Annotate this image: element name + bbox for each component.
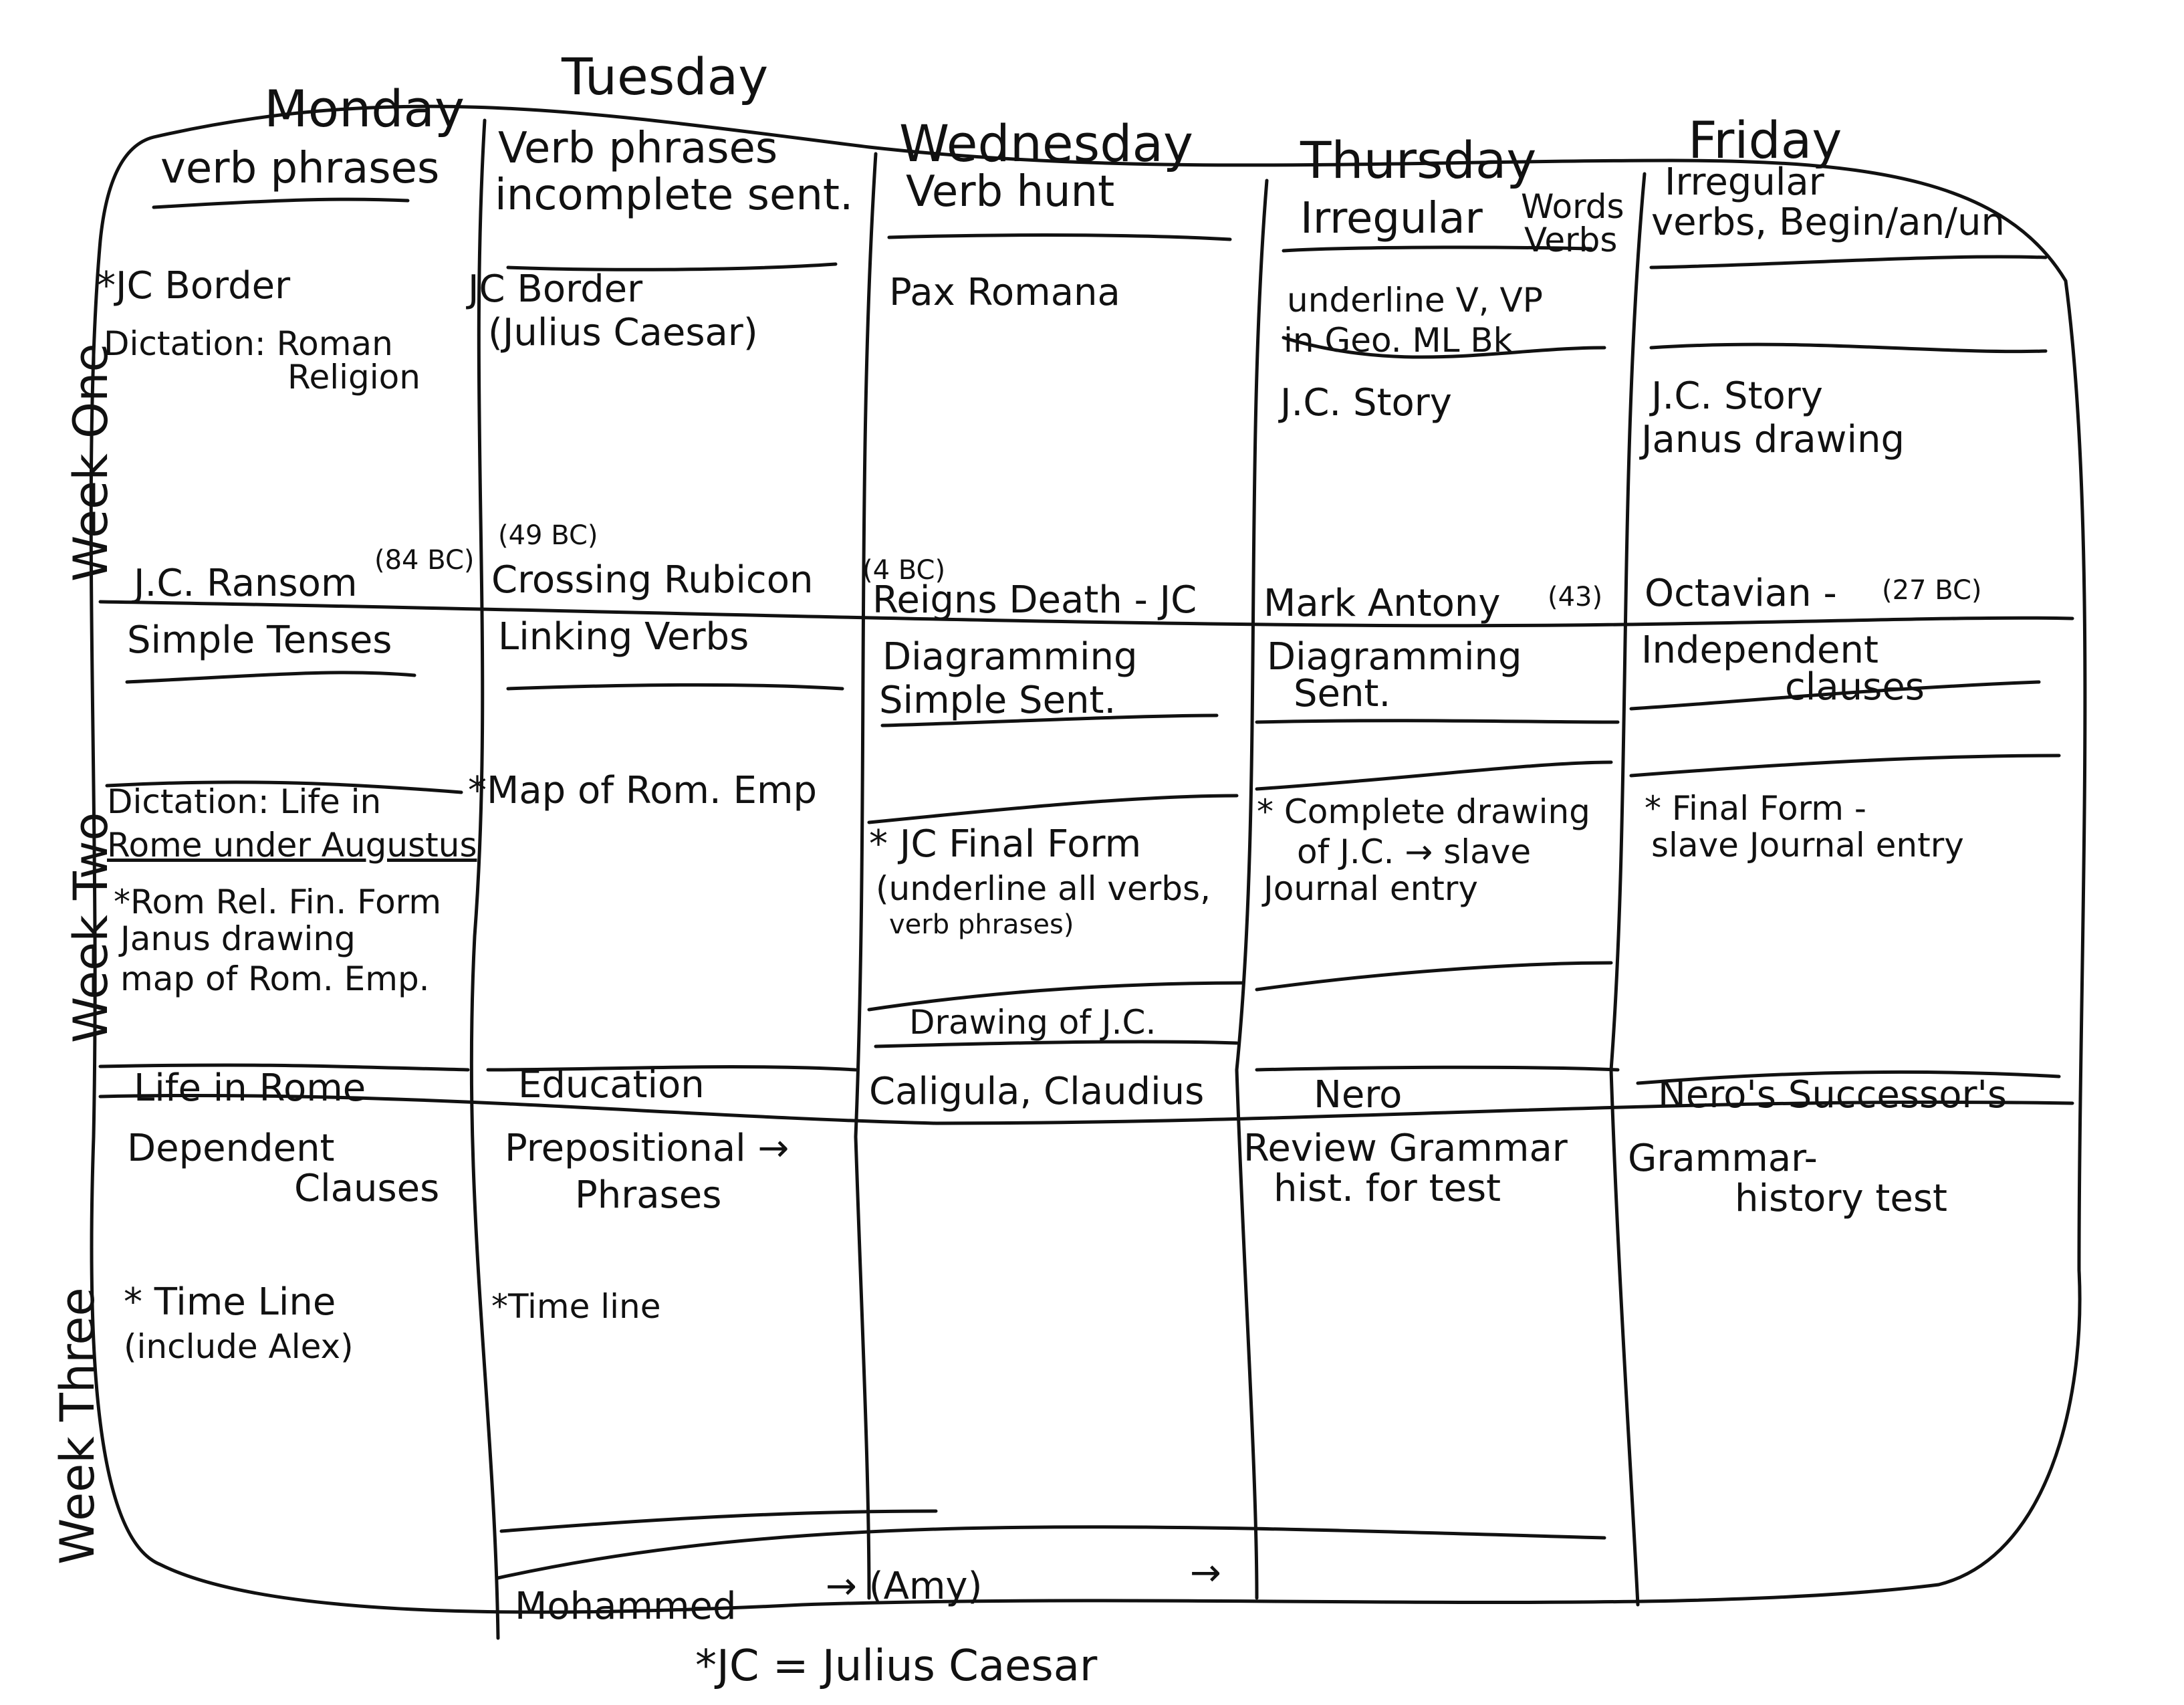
w1-wed-topic: Verb hunt (906, 167, 1115, 217)
w2-fri-a1: * Final Form - (1645, 789, 1866, 828)
w1-thu-hist: Mark Antony (1263, 582, 1501, 625)
day-friday: Friday (1688, 110, 1842, 170)
w3-tue-a1: *Time line (491, 1287, 661, 1326)
w2-wed-a1: * JC Final Form (869, 822, 1142, 866)
w2-mon-hist: Life in Rome (134, 1066, 366, 1110)
w1-fri-a2: Janus drawing (1641, 418, 1905, 461)
day-wednesday: Wednesday (899, 114, 1194, 173)
w3-tue-topic1: Prepositional → (505, 1127, 790, 1170)
w2-mon-a4: Janus drawing (120, 919, 356, 958)
week-two-label: Week Two (64, 812, 118, 1043)
w2-wed-a4: Drawing of J.C. (909, 1003, 1157, 1042)
w2-thu-a3: Journal entry (1263, 869, 1479, 908)
w2-mon-a3: *Rom Rel. Fin. Form (114, 883, 442, 921)
w2-thu-a1: * Complete drawing (1257, 792, 1590, 831)
w1-fri-hist: Octavian - (1645, 572, 1837, 615)
w1-thu-a2: in Geo. ML Bk (1284, 321, 1513, 360)
w1-tue-date: (49 BC) (498, 520, 598, 551)
w1-wed-date: (4 BC) (862, 555, 946, 586)
day-tuesday: Tuesday (562, 47, 769, 106)
w2-mon-a5: map of Rom. Emp. (120, 959, 430, 998)
w2-thu-hist: Nero (1314, 1073, 1403, 1117)
w1-thu-a1: underline V, VP (1287, 281, 1543, 320)
w1-mon-a1: *JC Border (97, 264, 291, 308)
w1-wed-a1: Pax Romana (889, 271, 1120, 314)
w2-tue-topic: Linking Verbs (498, 615, 749, 659)
w1-mon-a3: Religion (287, 358, 420, 396)
w2-mon-topic: Simple Tenses (127, 618, 392, 662)
week-three-label: Week Three (50, 1287, 105, 1565)
w2-wed-topic1: Diagramming (882, 635, 1138, 679)
w1-fri-topic1: Irregular (1665, 160, 1824, 204)
w2-fri-hist: Nero's Successor's (1658, 1073, 2008, 1117)
w3-fri-topic2: history test (1735, 1177, 1947, 1220)
week-one-label: Week One (64, 343, 118, 582)
w2-fri-topic1: Independent (1641, 629, 1878, 672)
w3-arrow-amy: → (Amy) (826, 1565, 983, 1608)
w1-thu-date: (43) (1548, 582, 1603, 612)
day-monday: Monday (264, 79, 465, 138)
w3-thu-topic1: Review Grammar (1243, 1127, 1568, 1170)
w2-wed-a2: (underline all verbs, (876, 869, 1211, 908)
w1-wed-hist: Reigns Death - JC (872, 578, 1197, 622)
w2-mon-a2: Rome under Augustus (107, 826, 477, 865)
w1-thu-topic2: Words (1521, 187, 1624, 226)
w1-thu-topic3: Verbs (1524, 221, 1618, 259)
w2-wed-topic2: Simple Sent. (879, 679, 1116, 722)
w1-mon-date: (84 BC) (374, 545, 475, 576)
w2-thu-a2: of J.C. → slave (1297, 832, 1532, 871)
col-line-3 (1237, 181, 1267, 1598)
col-line-2 (856, 154, 876, 1598)
w3-mon-a2: (include Alex) (124, 1327, 354, 1366)
w2-mon-a1: Dictation: Life in (107, 782, 382, 821)
col-line-4 (1611, 174, 1645, 1605)
w3-tue-topic2: Phrases (575, 1173, 722, 1217)
w1-mon-topic: verb phrases (160, 144, 440, 193)
day-thursday: Thursday (1300, 130, 1537, 190)
w2-thu-topic2: Sent. (1294, 672, 1391, 715)
w1-mon-hist: J.C. Ransom (134, 562, 358, 605)
row-line-3 (498, 1527, 1604, 1578)
w1-tue-a2: (Julius Caesar) (488, 311, 758, 354)
w3-fri-topic1: Grammar- (1628, 1137, 1818, 1180)
footer-legend: *JC = Julius Caesar (695, 1641, 1098, 1691)
w3-mon-topic2: Clauses (294, 1167, 440, 1210)
w1-mon-a2: Dictation: Roman (104, 324, 393, 363)
w1-tue-hist: Crossing Rubicon (491, 558, 814, 602)
w1-fri-date: (27 BC) (1882, 575, 1982, 606)
w1-tue-topic1: Verb phrases (498, 124, 778, 173)
w2-wed-a3: verb phrases) (889, 909, 1074, 940)
w3-tue-hist: Mohammed (515, 1585, 737, 1628)
w2-thu-topic1: Diagramming (1267, 635, 1522, 679)
w2-fri-a2: slave Journal entry (1651, 826, 1964, 865)
w3-arrow-end: → (1190, 1551, 1221, 1595)
w1-tue-topic2: incomplete sent. (495, 170, 854, 220)
w3-mon-a1: * Time Line (124, 1280, 336, 1324)
w2-wed-hist: Caligula, Claudius (869, 1070, 1205, 1113)
w2-tue-a1: *Map of Rom. Emp (468, 769, 818, 812)
w1-fri-topic2: verbs, Begin/an/un (1651, 201, 2005, 244)
w1-fri-a1: J.C. Story (1651, 374, 1823, 418)
w2-fri-topic2: clauses (1785, 665, 1925, 709)
w3-mon-topic1: Dependent (127, 1127, 335, 1170)
w3-thu-topic2: hist. for test (1273, 1167, 1501, 1210)
w1-tue-a1: JC Border (468, 267, 643, 311)
w1-thu-a3: J.C. Story (1280, 381, 1452, 425)
w1-thu-topic1: Irregular (1300, 194, 1483, 243)
w2-tue-hist: Education (518, 1063, 705, 1107)
